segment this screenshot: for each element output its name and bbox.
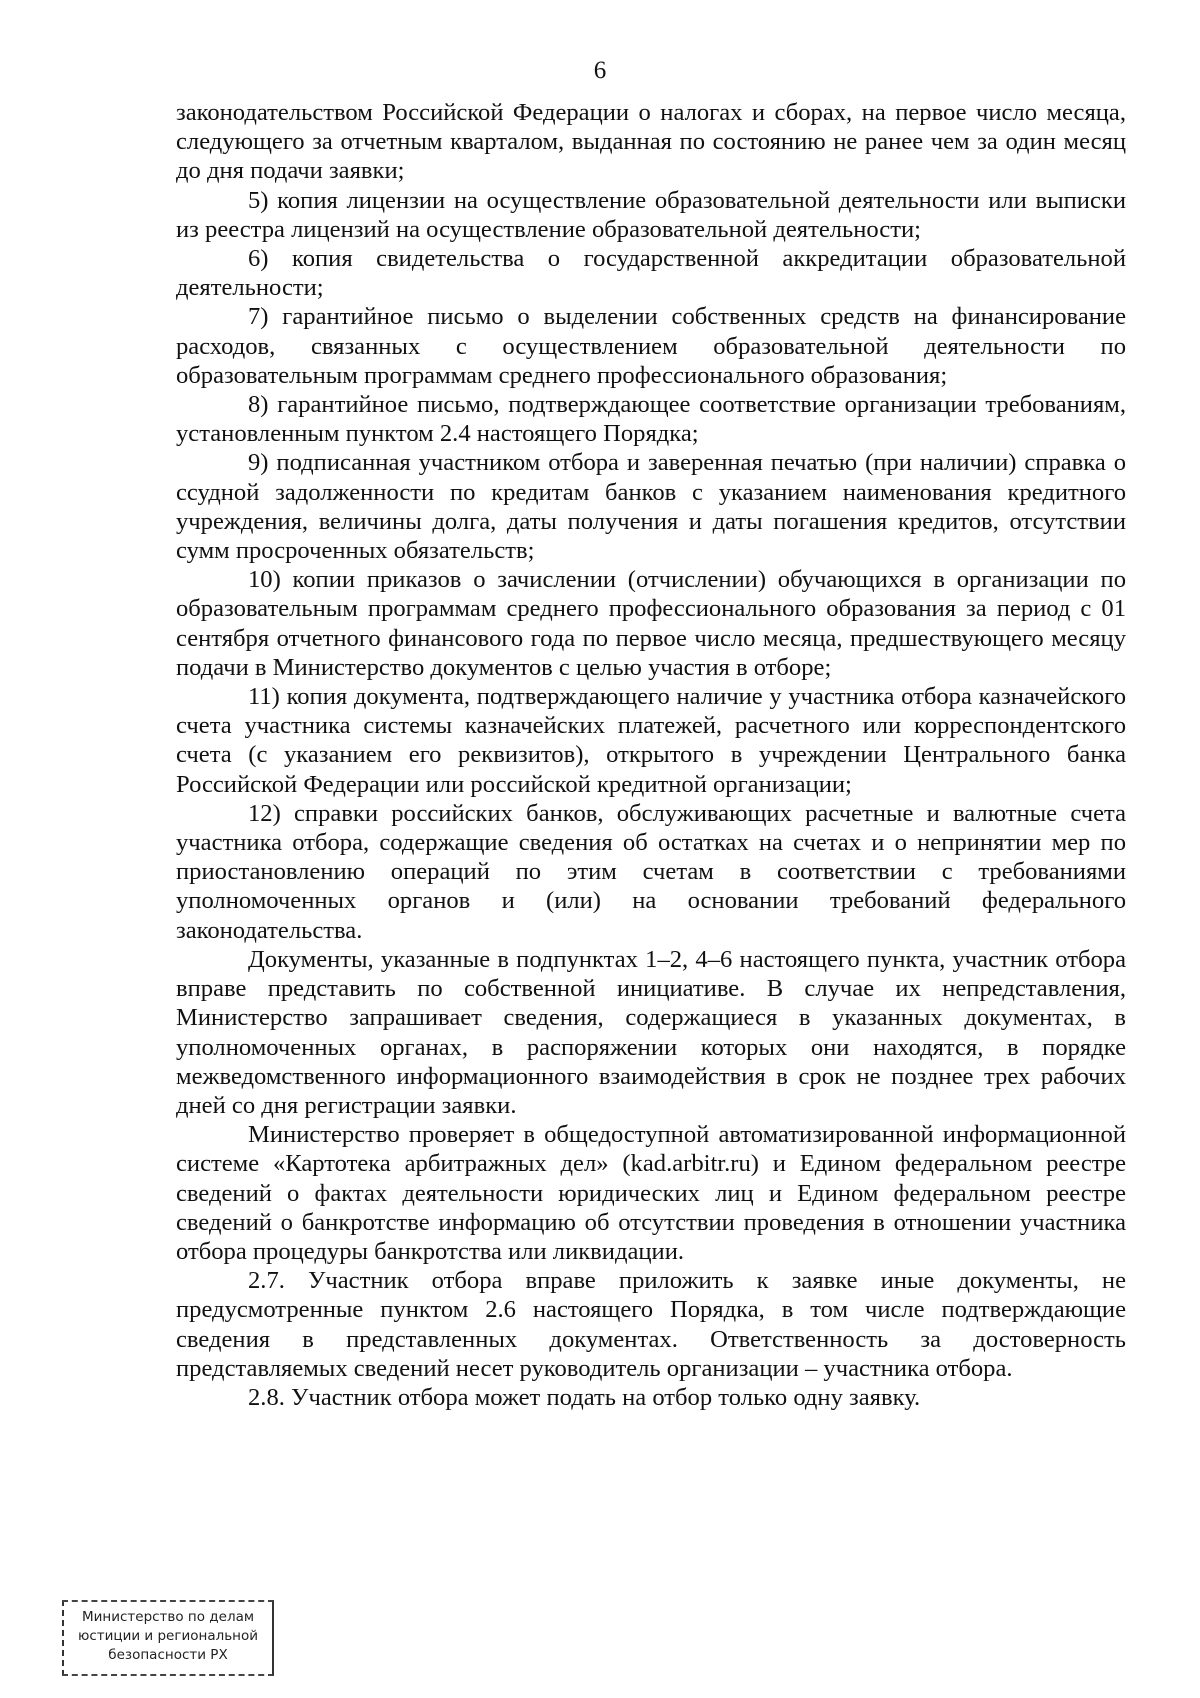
page-number: 6: [593, 57, 607, 84]
paragraph-continuation: законодательством Российской Федерации о налогах и сборах, на первое число месяца, следующего за отчетным кварталом, выданная по состоянию не ранее чем за один месяц до дня подачи заявки;: [176, 99, 1126, 185]
stamp-line-2: юстиции и региональной: [77, 1628, 259, 1644]
clause-2-8: 2.8. Участник отбора может подать на отбор только одну заявку.: [248, 1383, 921, 1411]
list-item-10: 10) копии приказов о зачислении (отчислении) обучающихся в организации по образовательным программам среднего профессионального образования за период с 01 сентября отчетного финансового года по первое число месяца, предшествующего месяцу подачи в Министерство документов с целью участия в отборе;: [176, 566, 1126, 681]
list-item-7: 7) гарантийное письмо о выделении собственных средств на финансирование расходов, связанных с осуществлением образовательной деятельности по образовательным программам среднего профессионального образования;: [176, 303, 1126, 389]
clause-2-7: 2.7. Участник отбора вправе приложить к заявке иные документы, не предусмотренные пунктом 2.6 настоящего Порядка, в том числе подтверждающие сведения в представленных документах. Ответственность за достоверность представляемых сведений несет руководитель организации – участника отбора.: [176, 1267, 1126, 1382]
list-item-5: 5) копия лицензии на осуществление образовательной деятельности или выписки из реестра лицензий на осуществление образовательной деятельности;: [176, 186, 1126, 243]
list-item-11: 11) копия документа, подтверждающего наличие у участника отбора казначейского счета участника системы казначейских платежей, расчетного или корреспондентского счета (с указанием его реквизитов), открытого в учреждении Центрального банка Российской Федерации или российской кредитной организации;: [176, 683, 1126, 798]
ministry-stamp: [62, 1600, 274, 1676]
document-body: [176, 98, 1126, 1412]
list-item-8: 8) гарантийное письмо, подтверждающее соответствие организации требованиям, установленным пунктом 2.4 настоящего Порядка;: [176, 391, 1126, 448]
list-item-9: 9) подписанная участником отбора и заверенная печатью (при наличии) справка о ссудной задолженности по кредитам банков с указанием наименования кредитного учреждения, величины долга, даты получения и даты погашения кредитов, отсутствии сумм просроченных обязательств;: [176, 449, 1126, 565]
paragraph-documents-note: Документы, указанные в подпунктах 1–2, 4–6 настоящего пункта, участник отбора вправе представить по собственной инициативе. В случае их непредставления, Министерство запрашивает сведения, содержащиеся в указанных документах, в уполномоченных органах, в распоряжении которых они находятся, в порядке межведомственного информационного взаимодействия в срок не позднее трех рабочих дней со дня регистрации заявки.: [176, 945, 1126, 1119]
paragraph-ministry-check: Министерство проверяет в общедоступной автоматизированной информационной системе «Картотека арбитражных дел» (kad.arbitr.ru) и Едином федеральном реестре сведений о фактах деятельности юридических лиц и Едином федеральном реестре сведений о банкротстве информацию об отсутствии проведения в отношении участника отбора процедуры банкротства или ликвидации.: [176, 1121, 1126, 1265]
list-item-6: 6) копия свидетельства о государственной аккредитации образовательной деятельности;: [176, 245, 1126, 302]
stamp-line-3: безопасности РХ: [108, 1647, 228, 1663]
list-item-12: 12) справки российских банков, обслуживающих расчетные и валютные счета участника отбора, содержащие сведения об остатках на счетах и о непринятии мер по приостановлению операций по этим счетам в соответствии с требованиями уполномоченных органов и (или) на основании требований федерального законодательства.: [176, 799, 1126, 944]
stamp-line-1: Министерство по делам: [81, 1609, 255, 1625]
